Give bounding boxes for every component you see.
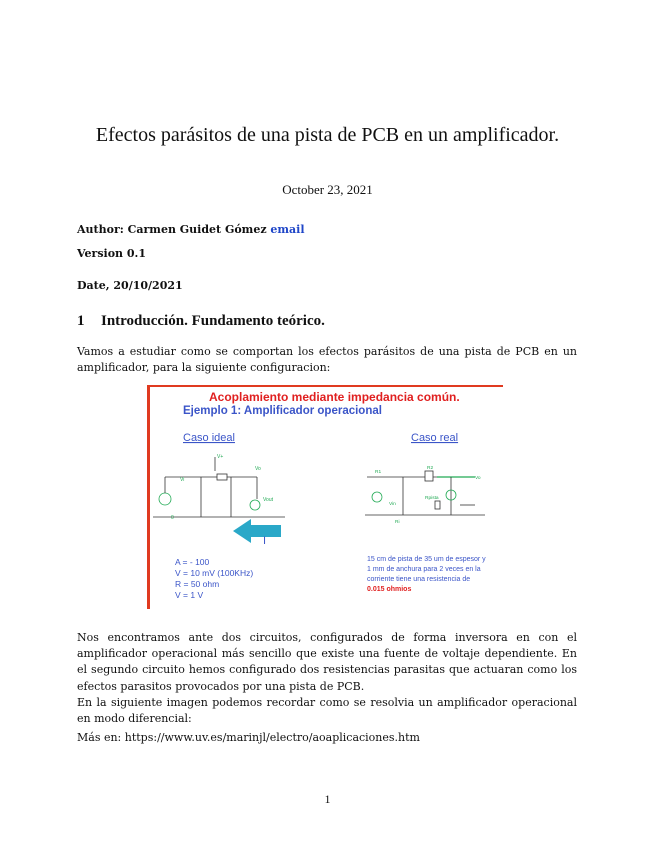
figure-subheading: Ejemplo 1: Amplificador operacional: [183, 405, 382, 417]
paragraph-differential: En la siguiente imagen podemos recordar como se resolvia un amplificador operacional en modo diferencial:: [77, 696, 577, 726]
svg-text:V = 10 mV (100KHz): V = 10 mV (100KHz): [175, 568, 254, 578]
svg-text:15 cm de pista de 35 um de esp: 15 cm de pista de 35 um de espesor y: [367, 556, 486, 563]
real-case-label: Caso real: [411, 432, 459, 444]
accent-bar: [147, 385, 150, 609]
author-label: Author: Carmen Guidet Gómez: [77, 223, 267, 236]
ideal-case-label: Caso ideal: [183, 432, 235, 444]
section-title: Introducción. Fundamento teórico.: [101, 313, 325, 329]
paper-title: Efectos parásitos de una pista de PCB en un amplificador.: [95, 124, 560, 146]
circuit-figure: [145, 381, 505, 611]
svg-text:0.015 ohmios: 0.015 ohmios: [367, 586, 412, 593]
section-heading: [77, 313, 325, 330]
circuit-figure-svg: [145, 381, 505, 611]
figure-heading: Acoplamiento mediante impedancia común.: [209, 390, 460, 404]
email-link[interactable]: email: [270, 223, 305, 236]
svg-text:V = 1 V: V = 1 V: [175, 590, 204, 600]
svg-text:Vo: Vo: [475, 476, 481, 481]
svg-text:Vin: Vin: [389, 502, 396, 507]
svg-text:A = - 100: A = - 100: [175, 557, 210, 567]
svg-text:Ri: Ri: [395, 520, 400, 525]
svg-text:R = 50 ohm: R = 50 ohm: [175, 579, 220, 589]
paragraph-circuits: Nos encontramos ante dos circuitos, configurados de forma inversora en con el amplificador operacional más sencillo que existe una fuente de voltaje dependiente. En el segundo circuito hemos configurado dos resistencias parasitas que actuaran como los efectos parasitos provocados por una pista de PCB.: [77, 631, 577, 693]
svg-text:corriente tiene una resistenci: corriente tiene una resistencia de: [367, 576, 471, 583]
svg-text:Vo: Vo: [255, 466, 261, 472]
page-number: 1: [324, 792, 331, 806]
author-line: [77, 223, 305, 236]
svg-text:0: 0: [171, 515, 174, 521]
svg-text:R2: R2: [427, 466, 434, 471]
svg-text:I: I: [263, 535, 267, 547]
svg-text:Vout: Vout: [263, 497, 274, 503]
paragraph-more: Más en: https://www.uv.es/marinjl/electro/aoaplicaciones.htm: [77, 731, 420, 744]
svg-text:1 mm de anchura para 2 veces e: 1 mm de anchura para 2 veces en la: [367, 566, 481, 573]
svg-text:Vi: Vi: [180, 477, 185, 483]
paragraph-intro: Vamos a estudiar como se comportan los efectos parásitos de una pista de PCB en un amplificador, para la siguiente configuracion:: [77, 345, 577, 375]
accent-line: [147, 385, 503, 387]
paper-date: October 23, 2021: [282, 182, 373, 197]
svg-text:R1: R1: [375, 470, 382, 475]
svg-text:V+: V+: [217, 454, 224, 460]
section-number: 1: [77, 313, 85, 329]
version-line: Version 0.1: [77, 247, 146, 260]
date-line: Date, 20/10/2021: [77, 279, 183, 292]
svg-text:Rpista: Rpista: [425, 496, 439, 501]
